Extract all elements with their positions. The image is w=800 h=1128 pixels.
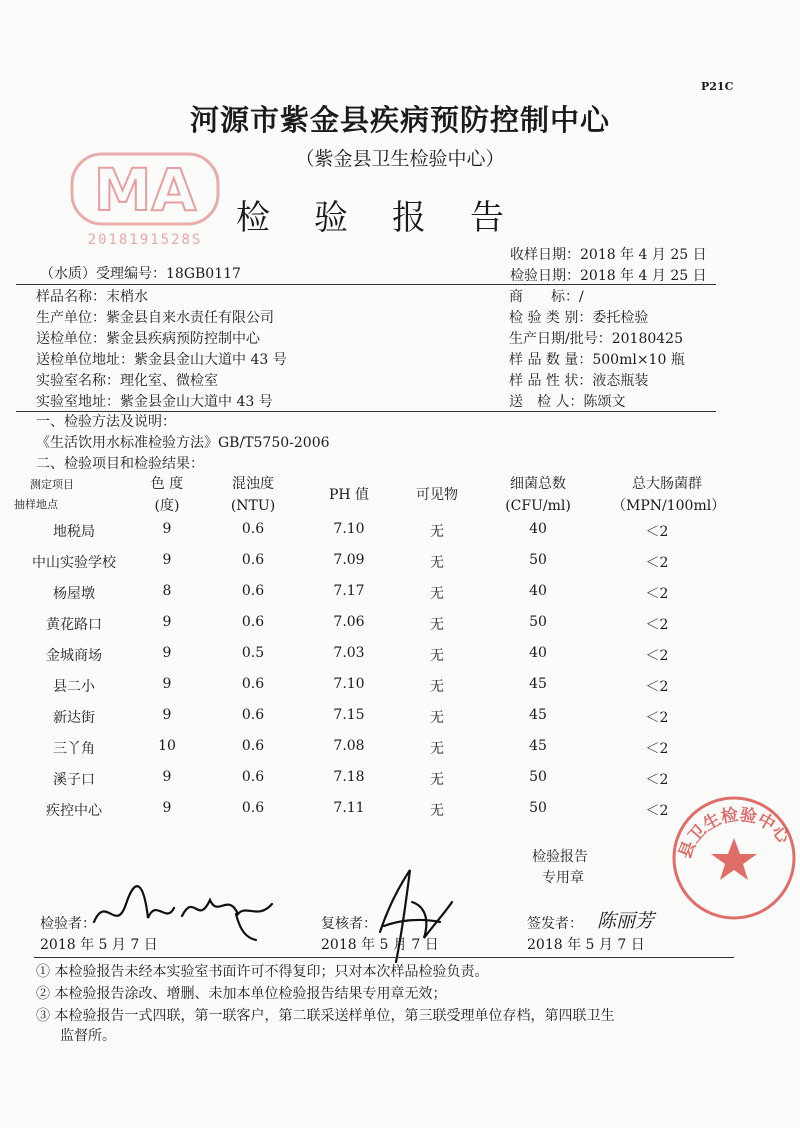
bacteria-count-value: 40 <box>529 521 547 537</box>
bacteria-count-value: 45 <box>529 707 547 723</box>
info-producer: 生产单位：紫金县自来水责任有限公司 <box>36 310 274 326</box>
bacteria-count-value: 45 <box>529 676 547 692</box>
turbidity-value: 0.6 <box>241 583 265 599</box>
page-code: P21C <box>701 80 734 93</box>
color-value: 9 <box>162 800 172 816</box>
bacteria-count-value: 50 <box>529 614 547 630</box>
coliform-value: ＜2 <box>645 586 669 602</box>
note-3: ③ 本检验报告一式四联，第一联客户，第二联采送样单位，第三联受理单位存档，第四联卫生 <box>36 1008 615 1024</box>
color-value: 8 <box>162 583 172 599</box>
sampling-site: 县二小 <box>53 679 95 695</box>
info-submitter-address: 送检单位地址：紫金县金山大道中 43 号 <box>36 352 287 368</box>
sampling-site: 金城商场 <box>46 648 102 664</box>
turbidity-value: 0.6 <box>241 521 265 537</box>
coliform-value: ＜2 <box>645 648 669 664</box>
turbidity-value: 0.6 <box>241 676 265 692</box>
ma-letters: MA <box>93 156 197 224</box>
color-value: 9 <box>162 676 172 692</box>
ph-value: 7.06 <box>333 614 365 630</box>
section-results-heading: 二、检验项目和检验结果： <box>36 456 204 472</box>
inspection-seal <box>668 786 798 930</box>
info-production-date: 生产日期/批号：20180425 <box>509 331 683 347</box>
visible-matter-value: 无 <box>430 586 444 602</box>
visible-matter-value: 无 <box>430 803 444 819</box>
visible-matter-value: 无 <box>430 524 444 540</box>
coliform-value: ＜2 <box>645 803 669 819</box>
acceptance-number: （水质）受理编号：18GB0117 <box>40 266 241 282</box>
turbidity-value: 0.5 <box>241 645 265 661</box>
sampling-site: 三丫角 <box>53 741 95 757</box>
reviewer-signature <box>340 862 480 976</box>
ph-value: 7.18 <box>333 769 365 785</box>
ph-value: 7.10 <box>333 521 365 537</box>
turbidity-value: 0.6 <box>241 769 265 785</box>
info-appearance: 样 品 性 状：液态瓶装 <box>509 373 649 389</box>
bacteria-count-value: 40 <box>529 645 547 661</box>
visible-matter-value: 无 <box>430 648 444 664</box>
reviewer-date: 2018 年 5 月 7 日 <box>321 937 439 953</box>
color-value: 9 <box>162 614 172 630</box>
header-ph: PH 值 <box>328 487 370 503</box>
header-visible-matter: 可见物 <box>416 487 458 503</box>
info-test-category: 检 验 类 别：委托检验 <box>509 310 649 326</box>
bacteria-count-value: 45 <box>529 738 547 754</box>
sampling-site: 地税局 <box>53 524 95 540</box>
sampling-site: 杨屋墩 <box>53 586 95 602</box>
seal-text: 县卫生检验中心 <box>675 804 794 862</box>
report-title: 检验报告 <box>236 198 548 238</box>
note-1: ① 本检验报告未经本实验室书面许可不得复印；只对本次样品检验负责。 <box>36 964 489 980</box>
issuer-label: 签发者： <box>527 916 583 932</box>
color-value: 10 <box>158 738 176 754</box>
info-quantity: 样 品 数 量：500ml×10 瓶 <box>509 352 685 368</box>
info-lab-address: 实验室地址：紫金县金山大道中 43 号 <box>36 394 273 410</box>
coliform-value: ＜2 <box>645 679 669 695</box>
issuer-signature: 陈丽芳 <box>597 910 655 932</box>
bacteria-count-value: 50 <box>529 769 547 785</box>
coliform-value: ＜2 <box>645 710 669 726</box>
color-value: 9 <box>162 552 172 568</box>
ma-number: 2018191528S <box>87 232 203 248</box>
bacteria-count-value: 40 <box>529 583 547 599</box>
ph-value: 7.08 <box>333 738 365 754</box>
coliform-value: ＜2 <box>645 555 669 571</box>
sampling-site: 中山实验学校 <box>32 555 116 571</box>
header-color: 色 度 (度) <box>150 476 184 514</box>
visible-matter-value: 无 <box>430 617 444 633</box>
sampling-site: 溪子口 <box>53 772 95 788</box>
color-value: 9 <box>162 521 172 537</box>
issuer-date: 2018 年 5 月 7 日 <box>527 937 645 953</box>
info-sender: 送 检 人：陈颂文 <box>509 394 626 410</box>
turbidity-value: 0.6 <box>241 738 265 754</box>
coliform-value: ＜2 <box>645 772 669 788</box>
received-date: 收样日期：2018 年 4 月 25 日 <box>510 247 707 263</box>
reviewer-label: 复核者： <box>321 916 377 932</box>
color-value: 9 <box>162 707 172 723</box>
divider <box>34 957 734 958</box>
coliform-value: ＜2 <box>645 524 669 540</box>
method-standard: 《生活饮用水标准检验方法》GB/T5750-2006 <box>36 435 330 451</box>
ph-value: 7.03 <box>333 645 365 661</box>
color-value: 9 <box>162 645 172 661</box>
info-trademark: 商 标：/ <box>509 289 584 305</box>
divider <box>16 284 716 285</box>
ph-value: 7.17 <box>333 583 365 599</box>
turbidity-value: 0.6 <box>241 552 265 568</box>
note-2: ② 本检验报告涂改、增删、未加本单位检验报告结果专用章无效； <box>36 986 447 1002</box>
coliform-value: ＜2 <box>645 741 669 757</box>
bacteria-count-value: 50 <box>529 552 547 568</box>
tested-date: 检验日期：2018 年 4 月 25 日 <box>510 268 707 284</box>
info-sample-name: 样品名称：末梢水 <box>36 289 148 305</box>
coliform-value: ＜2 <box>645 617 669 633</box>
ph-value: 7.09 <box>333 552 365 568</box>
turbidity-value: 0.6 <box>241 614 265 630</box>
inspector-date: 2018 年 5 月 7 日 <box>40 937 158 953</box>
seal-label-line2: 专用章 <box>542 870 584 886</box>
header-bacteria-count: 细菌总数 (CFU/ml) <box>505 476 571 514</box>
bacteria-count-value: 50 <box>529 800 547 816</box>
table-corner-bottom: 抽样地点 <box>14 498 58 511</box>
ph-value: 7.15 <box>333 707 365 723</box>
sampling-site: 疾控中心 <box>46 803 102 819</box>
institution-subtitle: （紫金县卫生检验中心） <box>295 148 505 170</box>
visible-matter-value: 无 <box>430 741 444 757</box>
institution-title: 河源市紫金县疾病预防控制中心 <box>189 103 610 137</box>
sampling-site: 新达街 <box>53 710 95 726</box>
visible-matter-value: 无 <box>430 772 444 788</box>
section-method-heading: 一、检验方法及说明： <box>36 414 176 430</box>
visible-matter-value: 无 <box>430 555 444 571</box>
info-submitter: 送检单位：紫金县疾病预防控制中心 <box>36 331 260 347</box>
turbidity-value: 0.6 <box>241 707 265 723</box>
ph-value: 7.10 <box>333 676 365 692</box>
color-value: 9 <box>162 769 172 785</box>
turbidity-value: 0.6 <box>241 800 265 816</box>
table-corner-top: 测定项目 <box>30 478 74 491</box>
visible-matter-value: 无 <box>430 710 444 726</box>
visible-matter-value: 无 <box>430 679 444 695</box>
header-turbidity: 混浊度 (NTU) <box>230 476 276 514</box>
inspector-label: 检验者： <box>40 916 96 932</box>
header-coliform: 总大肠菌群 （MPN/100ml） <box>612 476 726 514</box>
seal-label-line1: 检验报告 <box>532 849 588 865</box>
ph-value: 7.11 <box>333 800 365 816</box>
sampling-site: 黄花路口 <box>46 617 102 633</box>
info-lab-name: 实验室名称：理化室、微检室 <box>36 373 218 389</box>
note-3-continued: 监督所。 <box>60 1028 116 1044</box>
